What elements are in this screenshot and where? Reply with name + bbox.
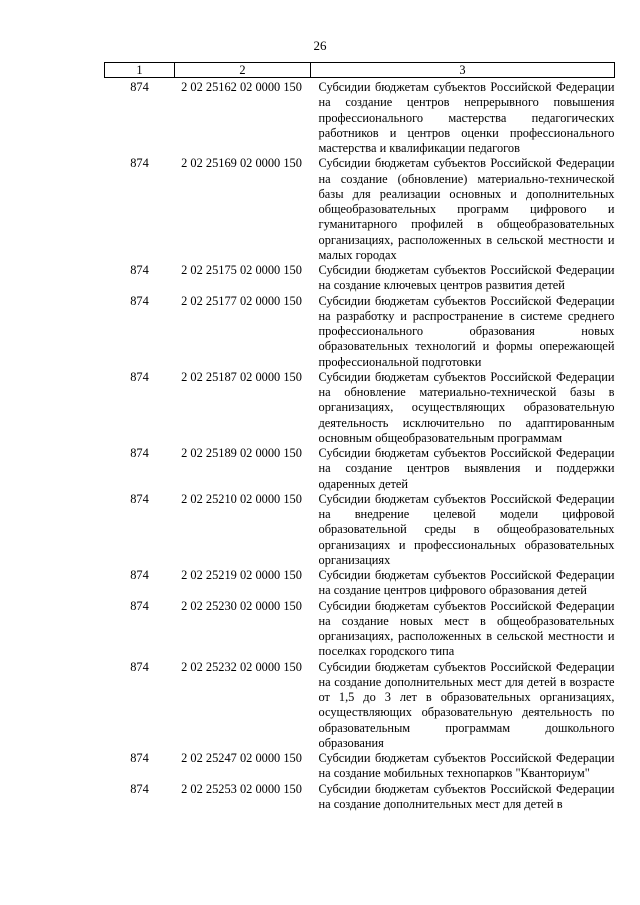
revenue-description-cell: Субсидии бюджетам субъектов Российской Федерации на создание центров непрерывного повышения профессионального мастерства педагогических работников и центров оценки профессионального мастерства и квалификации педагогов — [318, 80, 615, 155]
admin-code-cell: 874 — [130, 263, 149, 277]
budget-classification-code-cell: 2 02 25189 02 0000 150 — [181, 446, 302, 460]
table-row — [105, 782, 615, 813]
column-header-3: 3 — [311, 63, 615, 78]
table-row — [105, 446, 615, 492]
table-header-row — [105, 63, 615, 78]
table-row — [105, 263, 615, 294]
table-row — [105, 660, 615, 752]
admin-code-cell: 874 — [130, 659, 149, 674]
column-header-2: 2 — [175, 63, 311, 78]
table-row — [105, 599, 615, 660]
table-row — [105, 294, 615, 370]
table-row — [105, 751, 615, 782]
budget-classification-code-cell: 2 02 25219 02 0000 150 — [181, 568, 302, 582]
revenue-description-cell: Субсидии бюджетам субъектов Российской Федерации на разработку и распространение в системе среднего профессионального образования новых образовательных технологий и формы опережающей профессиональной подготовки — [318, 293, 615, 369]
table-row — [105, 78, 615, 157]
revenue-description-cell: Субсидии бюджетам субъектов Российской Федерации на создание центров цифрового образования детей — [318, 568, 615, 598]
budget-codes-table — [104, 62, 615, 812]
table-row — [105, 568, 615, 599]
budget-classification-code-cell: 2 02 25169 02 0000 150 — [181, 156, 302, 171]
revenue-description-cell: Субсидии бюджетам субъектов Российской Федерации на создание (обновление) материально-технической базы для реализации основных и дополнительных общеобразовательных программ цифрового и гуманитарного профилей в общеобразовательных организациях, расположенных в сельской местности и малых городах — [318, 156, 615, 262]
admin-code-cell: 874 — [130, 598, 149, 613]
revenue-description-cell: Субсидии бюджетам субъектов Российской Федерации на создание ключевых центров развития детей — [318, 263, 615, 293]
page-number: 26 — [313, 38, 327, 53]
revenue-description-cell: Субсидии бюджетам субъектов Российской Федерации на создание дополнительных мест для детей в возрасте от 1,5 до 3 лет в образовательных организациях, осуществляющих образовательную деятельность по образовательным программам дошкольного образования — [318, 659, 615, 750]
revenue-description-cell: Субсидии бюджетам субъектов Российской Федерации на создание дополнительных мест для детей в — [318, 781, 615, 811]
budget-classification-code-cell: 2 02 25175 02 0000 150 — [181, 263, 302, 277]
budget-classification-code-cell: 2 02 25247 02 0000 150 — [181, 751, 302, 765]
admin-code-cell: 874 — [130, 751, 149, 765]
budget-classification-code-cell: 2 02 25253 02 0000 150 — [181, 781, 302, 796]
admin-code-cell: 874 — [130, 80, 149, 94]
admin-code-cell: 874 — [130, 568, 149, 582]
revenue-description-cell: Субсидии бюджетам субъектов Российской Федерации на внедрение целевой модели цифровой образовательной среды в общеобразовательных организациях и профессиональных образовательных организациях — [318, 491, 615, 567]
table-row — [105, 492, 615, 568]
admin-code-cell: 874 — [130, 293, 149, 308]
admin-code-cell: 874 — [130, 491, 149, 506]
admin-code-cell: 874 — [130, 446, 149, 460]
budget-classification-code-cell: 2 02 25162 02 0000 150 — [181, 80, 302, 94]
revenue-description-cell: Субсидии бюджетам субъектов Российской Федерации на создание новых мест в общеобразовательных организациях, расположенных в сельской местности и поселках городского типа — [318, 598, 615, 659]
revenue-description-cell: Субсидии бюджетам субъектов Российской Федерации на создание центров выявления и поддержки одаренных детей — [318, 446, 615, 491]
budget-classification-code-cell: 2 02 25232 02 0000 150 — [181, 659, 302, 674]
budget-classification-code-cell: 2 02 25177 02 0000 150 — [181, 293, 302, 308]
admin-code-cell: 874 — [130, 369, 149, 384]
admin-code-cell: 874 — [130, 156, 149, 171]
column-header-1: 1 — [105, 63, 175, 78]
revenue-description-cell: Субсидии бюджетам субъектов Российской Федерации на обновление материально-технической базы в организациях, осуществляющих образовательную деятельность исключительно по адаптированным основным общеобразовательным программам — [318, 369, 615, 445]
table-row — [105, 156, 615, 263]
revenue-description-cell: Субсидии бюджетам субъектов Российской Федерации на создание мобильных технопарков "Кванториум" — [318, 751, 615, 781]
table-row — [105, 370, 615, 446]
budget-classification-code-cell: 2 02 25210 02 0000 150 — [181, 491, 302, 506]
budget-classification-code-cell: 2 02 25187 02 0000 150 — [181, 369, 302, 384]
table-body — [105, 78, 615, 813]
admin-code-cell: 874 — [130, 781, 149, 796]
budget-classification-code-cell: 2 02 25230 02 0000 150 — [181, 598, 302, 613]
